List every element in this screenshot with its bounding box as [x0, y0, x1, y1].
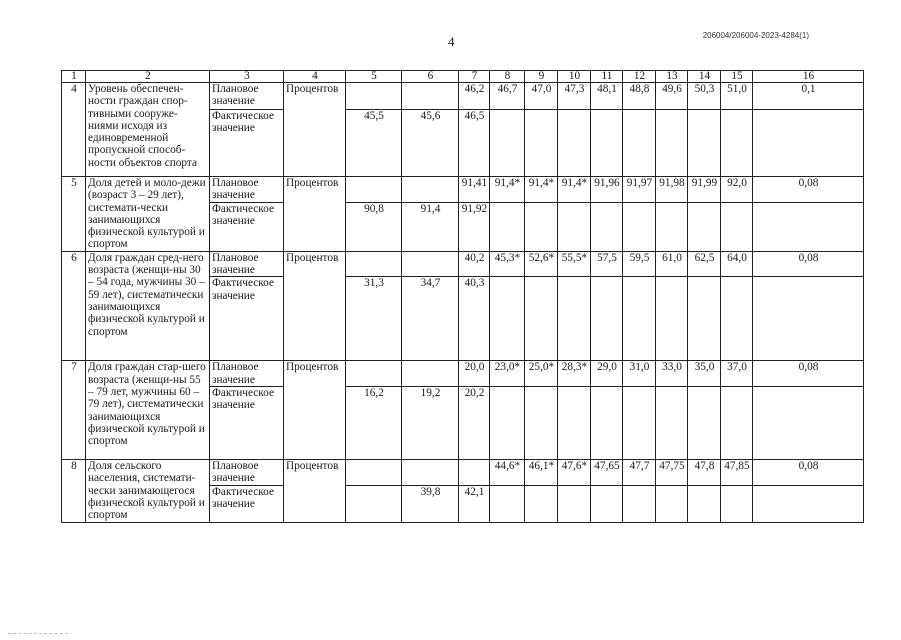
fact-value-cell [721, 386, 753, 459]
fact-value-cell [490, 277, 525, 361]
row-number-cell: 8 [62, 459, 86, 522]
fact-value-cell: 46,5 [459, 110, 490, 177]
plan-value-cell: 35,0 [688, 361, 721, 387]
fact-value-cell: 91,92 [459, 202, 490, 251]
fact-value-cell: 19,2 [402, 386, 459, 459]
plan-value-cell [402, 361, 459, 387]
plan-value-cell [346, 251, 402, 277]
plan-value-cell: 57,5 [591, 251, 623, 277]
plan-value-cell: 46,1* [525, 459, 558, 485]
column-number-cell: 16 [753, 71, 864, 83]
fact-value-cell [656, 277, 688, 361]
plan-value-cell [346, 83, 402, 110]
fact-value-cell [490, 202, 525, 251]
plan-label-cell: Плановое значение [210, 83, 284, 110]
plan-value-cell [402, 177, 459, 203]
row-number-cell: 4 [62, 83, 86, 177]
table-row [62, 83, 864, 110]
plan-value-cell: 62,5 [688, 251, 721, 277]
fact-value-cell: 39,8 [402, 485, 459, 522]
plan-value-cell: 64,0 [721, 251, 753, 277]
unit-cell: Процентов [284, 459, 346, 522]
plan-value-cell: 50,3 [688, 83, 721, 110]
column-number-cell: 5 [346, 71, 402, 83]
table-row [62, 251, 864, 277]
fact-value-cell [558, 202, 591, 251]
fact-value-cell [623, 485, 656, 522]
plan-value-cell: 91,96 [591, 177, 623, 203]
plan-value-cell: 47,6* [558, 459, 591, 485]
fact-value-cell: 20,2 [459, 386, 490, 459]
plan-value-cell [346, 361, 402, 387]
column-number-cell: 14 [688, 71, 721, 83]
column-number-cell: 3 [210, 71, 284, 83]
fact-value-cell [490, 485, 525, 522]
fact-value-cell [688, 202, 721, 251]
plan-value-cell: 29,0 [591, 361, 623, 387]
plan-value-cell: 33,0 [656, 361, 688, 387]
plan-value-cell: 59,5 [623, 251, 656, 277]
plan-value-cell [402, 83, 459, 110]
fact-value-cell [753, 202, 864, 251]
plan-value-cell: 91,98 [656, 177, 688, 203]
fact-value-cell [688, 485, 721, 522]
fact-value-cell [558, 110, 591, 177]
table-row [62, 177, 864, 203]
table-row [62, 361, 864, 387]
fact-label-cell: Фактическое значение [210, 386, 284, 459]
fact-value-cell: 16,2 [346, 386, 402, 459]
indicator-name-cell: Уровень обеспечен-ности граждан спор-тивными сооруже-ниями исходя из единовременной пропускной способ-ности объектов спорта [86, 83, 210, 177]
fact-value-cell: 40,3 [459, 277, 490, 361]
plan-value-cell: 46,2 [459, 83, 490, 110]
column-number-cell: 9 [525, 71, 558, 83]
plan-value-cell: 91,4* [490, 177, 525, 203]
fact-value-cell [591, 277, 623, 361]
plan-value-cell: 46,7 [490, 83, 525, 110]
plan-label-cell: Плановое значение [210, 361, 284, 387]
fact-value-cell [721, 110, 753, 177]
fact-value-cell [688, 277, 721, 361]
scan-edge-mark [8, 633, 68, 637]
fact-value-cell [623, 277, 656, 361]
fact-value-cell [346, 485, 402, 522]
fact-value-cell [753, 485, 864, 522]
plan-label-cell: Плановое значение [210, 459, 284, 485]
plan-value-cell: 47,65 [591, 459, 623, 485]
fact-value-cell [591, 202, 623, 251]
fact-value-cell [525, 485, 558, 522]
fact-value-cell: 34,7 [402, 277, 459, 361]
plan-value-cell [459, 459, 490, 485]
fact-value-cell [525, 386, 558, 459]
column-number-cell: 11 [591, 71, 623, 83]
column-number-cell: 15 [721, 71, 753, 83]
fact-value-cell [656, 485, 688, 522]
fact-value-cell [721, 485, 753, 522]
fact-value-cell [591, 386, 623, 459]
document-id: 206004/206004-2023-4284(1) [702, 31, 809, 40]
fact-value-cell: 90,8 [346, 202, 402, 251]
fact-value-cell [721, 277, 753, 361]
column-number-cell: 10 [558, 71, 591, 83]
plan-value-cell: 52,6* [525, 251, 558, 277]
row-number-cell: 5 [62, 177, 86, 252]
fact-value-cell [656, 386, 688, 459]
fact-value-cell: 45,6 [402, 110, 459, 177]
fact-value-cell [558, 485, 591, 522]
plan-value-cell [402, 251, 459, 277]
plan-value-cell: 28,3* [558, 361, 591, 387]
plan-value-cell [402, 459, 459, 485]
fact-label-cell: Фактическое значение [210, 110, 284, 177]
fact-value-cell [623, 386, 656, 459]
plan-value-cell: 48,1 [591, 83, 623, 110]
plan-value-cell: 91,41 [459, 177, 490, 203]
plan-label-cell: Плановое значение [210, 177, 284, 203]
unit-cell: Процентов [284, 251, 346, 361]
plan-value-cell: 0,08 [753, 459, 864, 485]
plan-value-cell: 0,08 [753, 177, 864, 203]
plan-value-cell: 91,97 [623, 177, 656, 203]
plan-value-cell: 20,0 [459, 361, 490, 387]
fact-value-cell [623, 110, 656, 177]
fact-value-cell [753, 386, 864, 459]
fact-value-cell [558, 386, 591, 459]
plan-label-cell: Плановое значение [210, 251, 284, 277]
unit-cell: Процентов [284, 361, 346, 460]
fact-value-cell [753, 110, 864, 177]
column-number-cell: 7 [459, 71, 490, 83]
fact-value-cell [656, 110, 688, 177]
fact-value-cell [591, 485, 623, 522]
fact-value-cell [490, 386, 525, 459]
fact-value-cell [591, 110, 623, 177]
column-number-cell: 12 [623, 71, 656, 83]
column-number-cell: 2 [86, 71, 210, 83]
row-number-cell: 7 [62, 361, 86, 460]
plan-value-cell [346, 177, 402, 203]
plan-value-cell: 47,3 [558, 83, 591, 110]
plan-value-cell: 25,0* [525, 361, 558, 387]
table-row [62, 459, 864, 485]
plan-value-cell: 37,0 [721, 361, 753, 387]
fact-value-cell: 42,1 [459, 485, 490, 522]
indicators-table [61, 70, 864, 523]
indicator-name-cell: Доля детей и моло-дежи (возраст 3 – 29 лет), системати-чески занимающихся физической культурой и спортом [86, 177, 210, 252]
plan-value-cell: 91,4* [525, 177, 558, 203]
plan-value-cell: 31,0 [623, 361, 656, 387]
fact-value-cell [490, 110, 525, 177]
plan-value-cell: 0,1 [753, 83, 864, 110]
fact-value-cell [656, 202, 688, 251]
unit-cell: Процентов [284, 177, 346, 252]
fact-value-cell [688, 110, 721, 177]
fact-label-cell: Фактическое значение [210, 277, 284, 361]
plan-value-cell: 47,75 [656, 459, 688, 485]
plan-value-cell: 47,85 [721, 459, 753, 485]
column-number-cell: 4 [284, 71, 346, 83]
column-number-cell: 13 [656, 71, 688, 83]
unit-cell: Процентов [284, 83, 346, 177]
plan-value-cell: 91,4* [558, 177, 591, 203]
plan-value-cell: 0,08 [753, 361, 864, 387]
plan-value-cell: 61,0 [656, 251, 688, 277]
row-number-cell: 6 [62, 251, 86, 361]
plan-value-cell: 92,0 [721, 177, 753, 203]
plan-value-cell: 23,0* [490, 361, 525, 387]
plan-value-cell: 47,0 [525, 83, 558, 110]
plan-value-cell: 47,7 [623, 459, 656, 485]
fact-value-cell [688, 386, 721, 459]
plan-value-cell: 40,2 [459, 251, 490, 277]
plan-value-cell: 55,5* [558, 251, 591, 277]
plan-value-cell: 48,8 [623, 83, 656, 110]
plan-value-cell: 51,0 [721, 83, 753, 110]
column-number-cell: 1 [62, 71, 86, 83]
plan-value-cell: 0,08 [753, 251, 864, 277]
fact-value-cell: 31,3 [346, 277, 402, 361]
fact-value-cell [558, 277, 591, 361]
indicator-name-cell: Доля граждан сред-него возраста (женщи-ны 30 – 54 года, мужчины 30 – 59 лет), систематически занимающихся физической культурой и спортом [86, 251, 210, 361]
fact-label-cell: Фактическое значение [210, 485, 284, 522]
indicator-name-cell: Доля граждан стар-шего возраста (женщи-ны 55 – 79 лет, мужчины 60 – 79 лет), систематически занимающихся физической культурой и спортом [86, 361, 210, 460]
fact-value-cell: 45,5 [346, 110, 402, 177]
fact-value-cell [623, 202, 656, 251]
plan-value-cell: 44,6* [490, 459, 525, 485]
fact-label-cell: Фактическое значение [210, 202, 284, 251]
fact-value-cell [753, 277, 864, 361]
plan-value-cell: 47,8 [688, 459, 721, 485]
plan-value-cell: 91,99 [688, 177, 721, 203]
page-number: 4 [448, 34, 455, 49]
column-number-cell: 6 [402, 71, 459, 83]
column-number-cell: 8 [490, 71, 525, 83]
plan-value-cell [346, 459, 402, 485]
indicator-name-cell: Доля сельского населения, системати-чески занимающегося физической культурой и спортом [86, 459, 210, 522]
fact-value-cell [525, 110, 558, 177]
plan-value-cell: 49,6 [656, 83, 688, 110]
fact-value-cell [525, 277, 558, 361]
plan-value-cell: 45,3* [490, 251, 525, 277]
fact-value-cell [721, 202, 753, 251]
fact-value-cell [525, 202, 558, 251]
column-numbers-row [62, 71, 864, 83]
fact-value-cell: 91,4 [402, 202, 459, 251]
